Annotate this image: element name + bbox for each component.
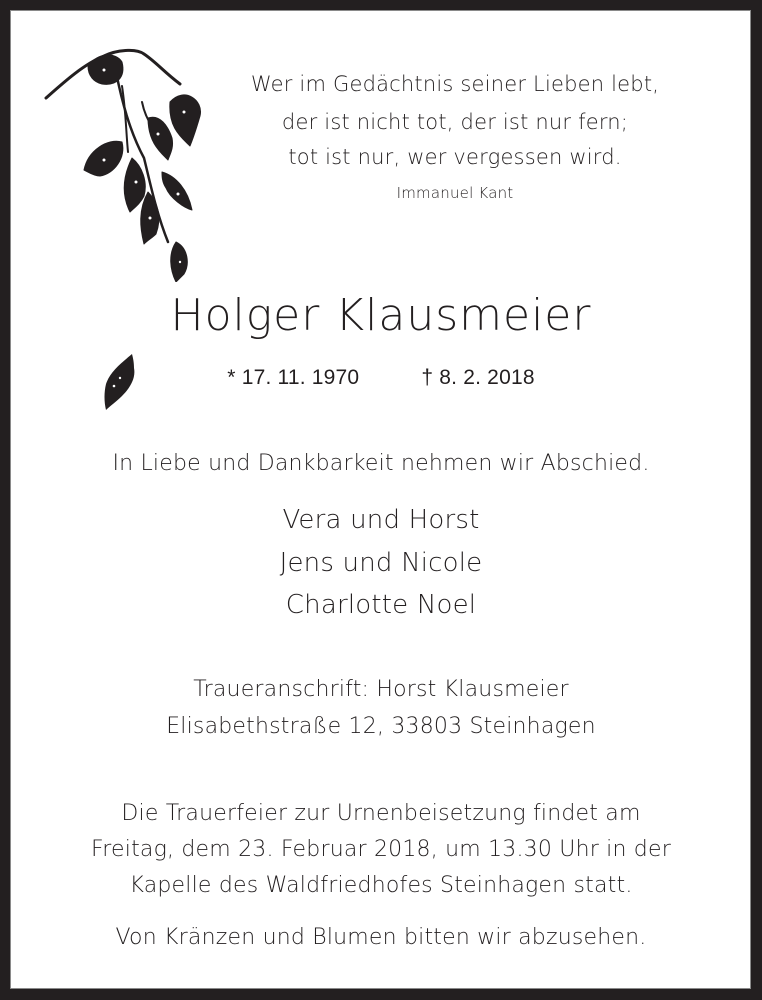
death-date: † 8. 2. 2018 bbox=[421, 366, 535, 389]
quote-line: Wer im Gedächtnis seiner Lieben lebt, bbox=[250, 72, 660, 96]
ceremony-line: Freitag, dem 23. Februar 2018, um 13.30 Uhr in der bbox=[91, 837, 671, 862]
deceased-name: Holger Klausmeier bbox=[170, 290, 592, 341]
farewell-text: In Liebe und Dankbarkeit nehmen wir Abschied. bbox=[112, 451, 650, 476]
ceremony-line: Die Trauerfeier zur Urnenbeisetzung findet am bbox=[121, 801, 641, 826]
mourner: Vera und Horst bbox=[282, 505, 480, 535]
quote-author: Immanuel Kant bbox=[396, 184, 514, 202]
closing-note: Von Kränzen und Blumen bitten wir abzusehen. bbox=[115, 925, 647, 950]
address-line: Traueranschrift: Horst Klausmeier bbox=[193, 677, 569, 702]
mourner: Jens und Nicole bbox=[279, 548, 483, 578]
quote-line: der ist nicht tot, der ist nur fern; bbox=[281, 110, 629, 134]
birth-date: * 17. 11. 1970 bbox=[227, 366, 360, 389]
quote-line: tot ist nur, wer vergessen wird. bbox=[288, 145, 622, 169]
address-line: Elisabethstraße 12, 33803 Steinhagen bbox=[166, 714, 596, 739]
mourner: Charlotte Noel bbox=[285, 590, 477, 620]
life-dates bbox=[0, 366, 762, 390]
ceremony-line: Kapelle des Waldfriedhofes Steinhagen statt. bbox=[129, 873, 633, 898]
